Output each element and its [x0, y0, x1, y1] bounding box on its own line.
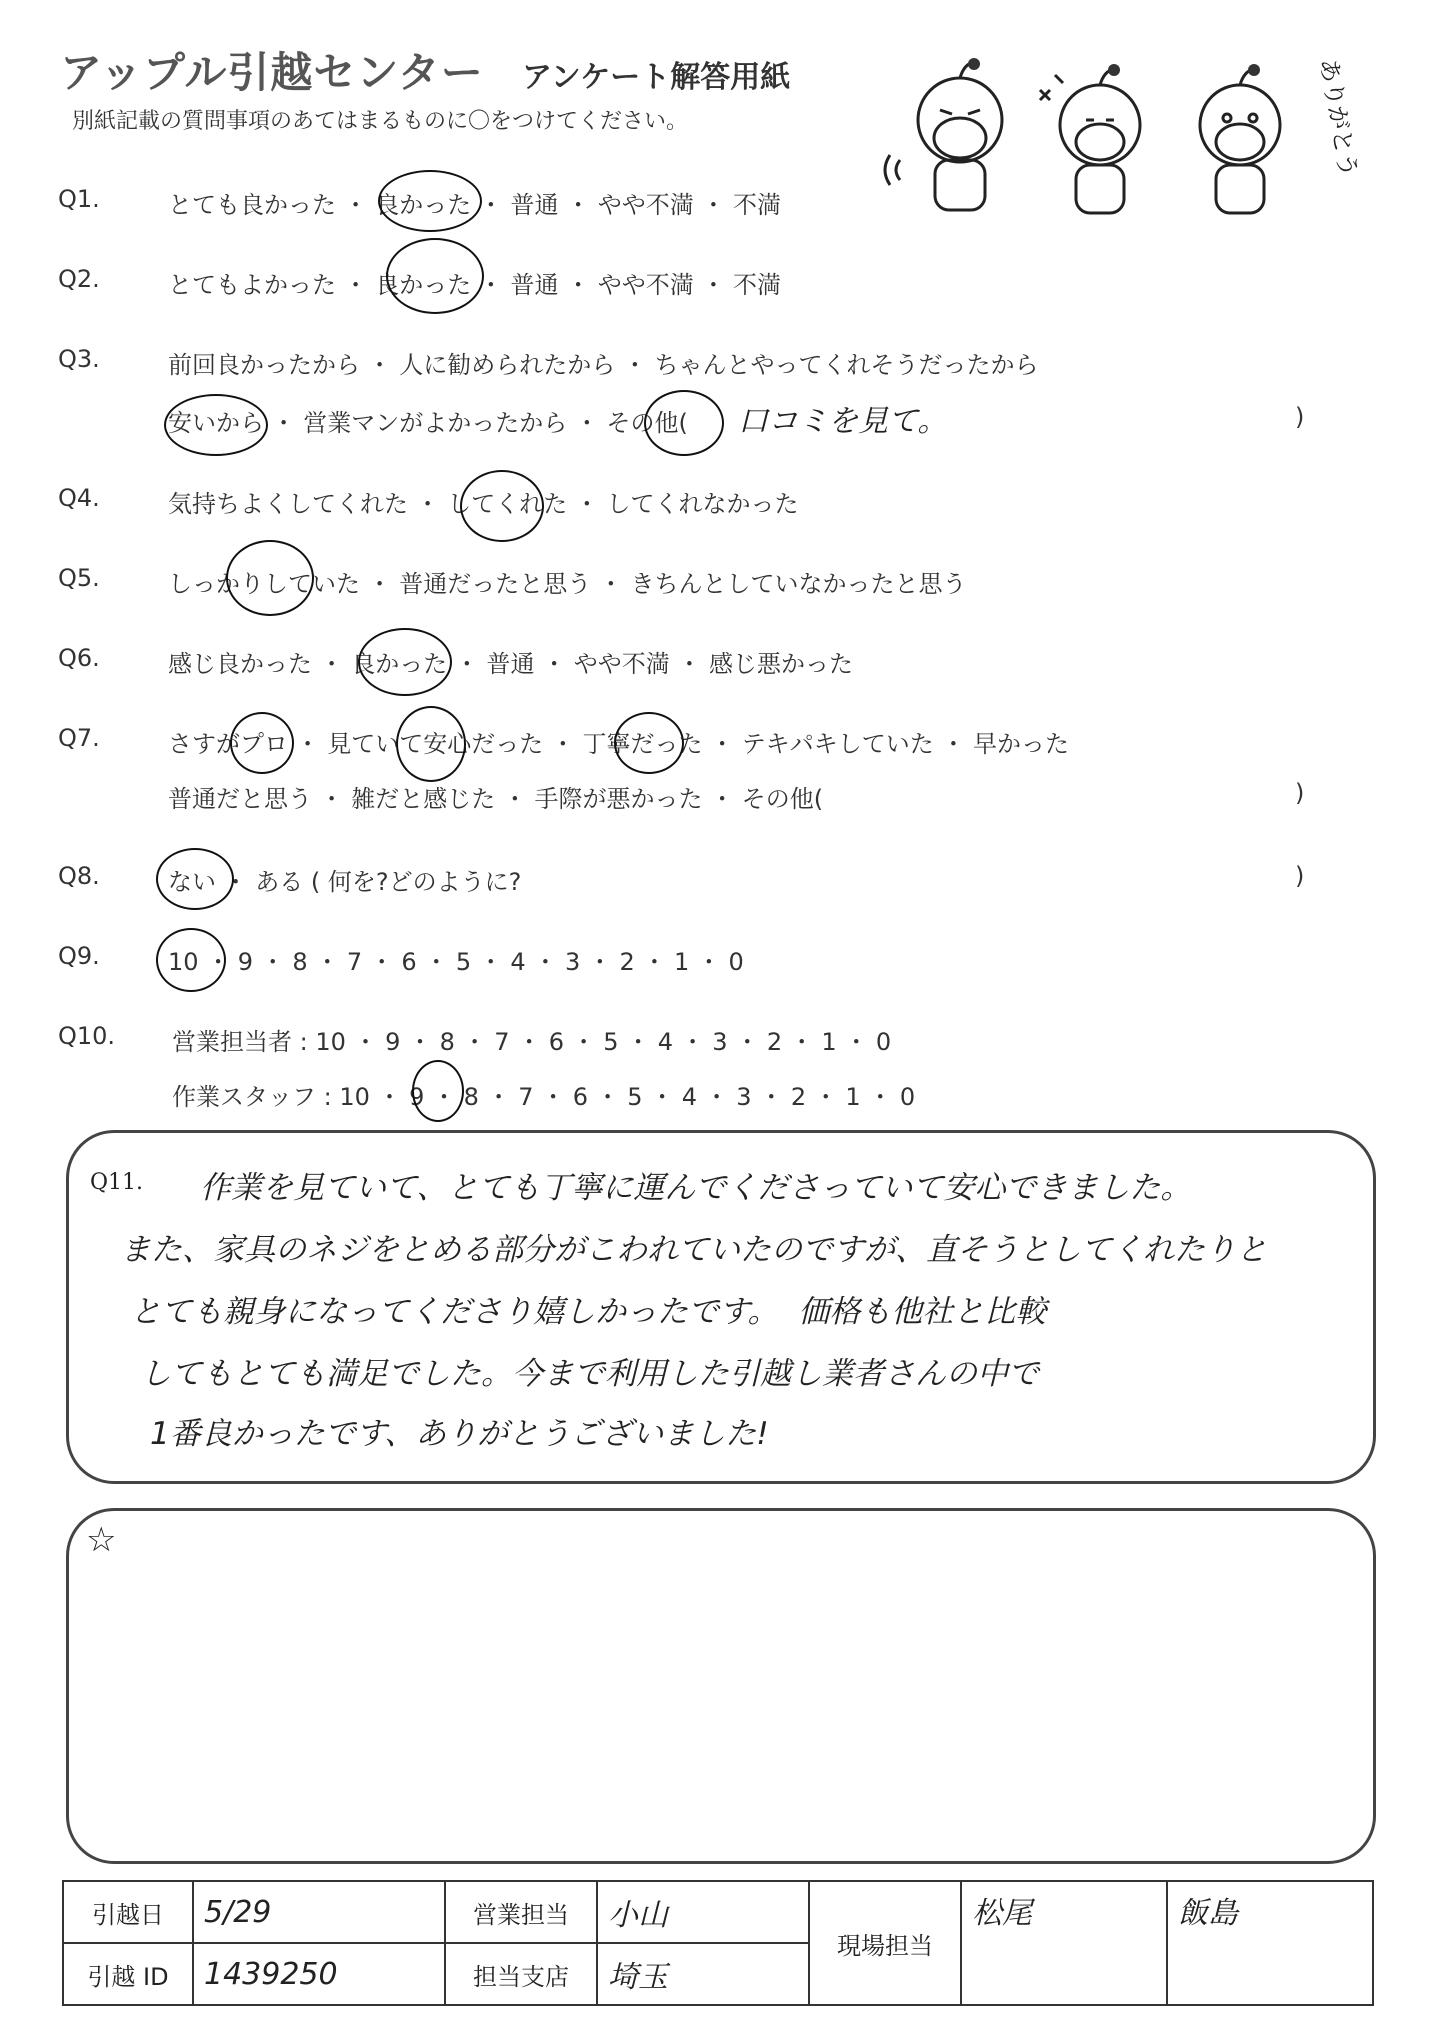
q11-line-4: してもとても満足でした。今まで利用した引越し業者さんの中で [140, 1356, 1039, 1392]
move-date-value: 5/29 [193, 1881, 445, 1943]
q7-selection-circle-2 [396, 706, 466, 782]
q5-label: Q5. [58, 564, 100, 592]
q7-options-line1: さすがプロ ・ 見ていて安心だった ・ 丁寧だった ・ テキパキしていた ・ 早かった [168, 730, 1070, 758]
q8-label: Q8. [58, 862, 100, 890]
q4-options: 気持ちよくしてくれた ・ してくれた ・ してくれなかった [168, 490, 799, 518]
q10-label: Q10. [58, 1022, 116, 1050]
q2-label: Q2. [58, 265, 100, 293]
monkey-mascots-illustration [880, 30, 1363, 230]
instruction-text: 別紙記載の質問事項のあてはまるものに〇をつけてください。 [72, 109, 689, 134]
site-staff-label: 現場担当 [809, 1881, 961, 2005]
q4-label: Q4. [58, 484, 100, 512]
q7-label: Q7. [58, 724, 100, 752]
q1-label: Q1. [58, 185, 100, 213]
q2-selection-circle [386, 238, 484, 314]
q11-line-1: 作業を見ていて、とても丁寧に運んでくださっていて安心できました。 [200, 1170, 1192, 1206]
q3-selection-circle-2 [644, 390, 724, 456]
q5-options: しっかりしていた ・ 普通だったと思う ・ きちんとしていなかったと思う [168, 570, 967, 598]
q2-options: とてもよかった ・ 良かった ・ 普通 ・ やや不満 ・ 不満 [168, 271, 782, 299]
star-icon: ☆ [86, 1520, 117, 1560]
q7-close-paren: ) [1295, 779, 1305, 807]
q6-selection-circle [358, 628, 452, 696]
move-id-value: 1439250 [193, 1943, 445, 2005]
q11-line-3: とても親身になってくださり嬉しかったです。 価格も他社と比較 [130, 1294, 1047, 1330]
q9-label: Q9. [58, 942, 100, 970]
branch-value: 埼玉 [597, 1943, 809, 2005]
q4-selection-circle [460, 470, 544, 542]
form-title: アンケート解答用紙 [522, 60, 791, 95]
q6-options: 感じ良かった ・ 良かった ・ 普通 ・ やや不満 ・ 感じ悪かった [168, 650, 854, 678]
mascot-thanks-text: ありがとう [1314, 56, 1363, 180]
q10-staff-options: 作業スタッフ : 10 ・ 9 ・ 8 ・ 7 ・ 6 ・ 5 ・ 4 ・ 3 ・ 2 ・ 1 ・ 0 [172, 1083, 916, 1111]
q3-options-line2: 安いから ・ 営業マンがよかったから ・ その他( [168, 409, 688, 437]
move-info-table [62, 1880, 1374, 2006]
q3-label: Q3. [58, 345, 100, 373]
q7-selection-circle-1 [230, 712, 294, 774]
q1-selection-circle [378, 170, 482, 232]
q8-close-paren: ) [1295, 862, 1305, 890]
q10-sales-options: 営業担当者 : 10 ・ 9 ・ 8 ・ 7 ・ 6 ・ 5 ・ 4 ・ 3 ・ 2 ・ 1 ・ 0 [172, 1028, 892, 1056]
q10-selection-circle [412, 1060, 464, 1122]
q3-close-paren: ) [1295, 403, 1305, 431]
site-staff-2-value: 飯島 [1167, 1881, 1373, 2005]
branch-label: 担当支店 [445, 1943, 597, 2005]
q9-selection-circle [156, 928, 226, 992]
move-date-label: 引越日 [63, 1881, 193, 1943]
q7-selection-circle-3 [614, 712, 684, 774]
q3-other-answer: 口コミを見て。 [738, 404, 948, 439]
q8-options: ない ・ ある ( 何を?どのように? [168, 868, 522, 896]
site-staff-1-value: 松尾 [961, 1881, 1167, 2005]
star-comment-box [66, 1508, 1376, 1864]
q1-options: とても良かった ・ 良かった ・ 普通 ・ やや不満 ・ 不満 [168, 191, 782, 219]
sales-rep-value: 小山 [597, 1881, 809, 1943]
company-name: アップル引越センター [60, 48, 484, 97]
q3-options-line1: 前回良かったから ・ 人に勧められたから ・ ちゃんとやってくれそうだったから [168, 351, 1039, 379]
q6-label: Q6. [58, 644, 100, 672]
q11-label: Q11. [90, 1170, 144, 1195]
sales-rep-label: 営業担当 [445, 1881, 597, 1943]
q11-line-2: また、家具のネジをとめる部分がこわれていたのですが、直そうとしてくれたりと [120, 1232, 1267, 1268]
q5-selection-circle [226, 540, 314, 616]
q3-selection-circle-1 [164, 394, 268, 456]
q9-options: 10 ・ 9 ・ 8 ・ 7 ・ 6 ・ 5 ・ 4 ・ 3 ・ 2 ・ 1 ・ 0 [168, 948, 744, 976]
q11-line-5: 1番良かったです、ありがとうございました! [150, 1416, 769, 1452]
q7-options-line2: 普通だと思う ・ 雑だと感じた ・ 手際が悪かった ・ その他( [168, 785, 824, 813]
q8-selection-circle [156, 848, 234, 910]
move-id-label: 引越 ID [63, 1943, 193, 2005]
